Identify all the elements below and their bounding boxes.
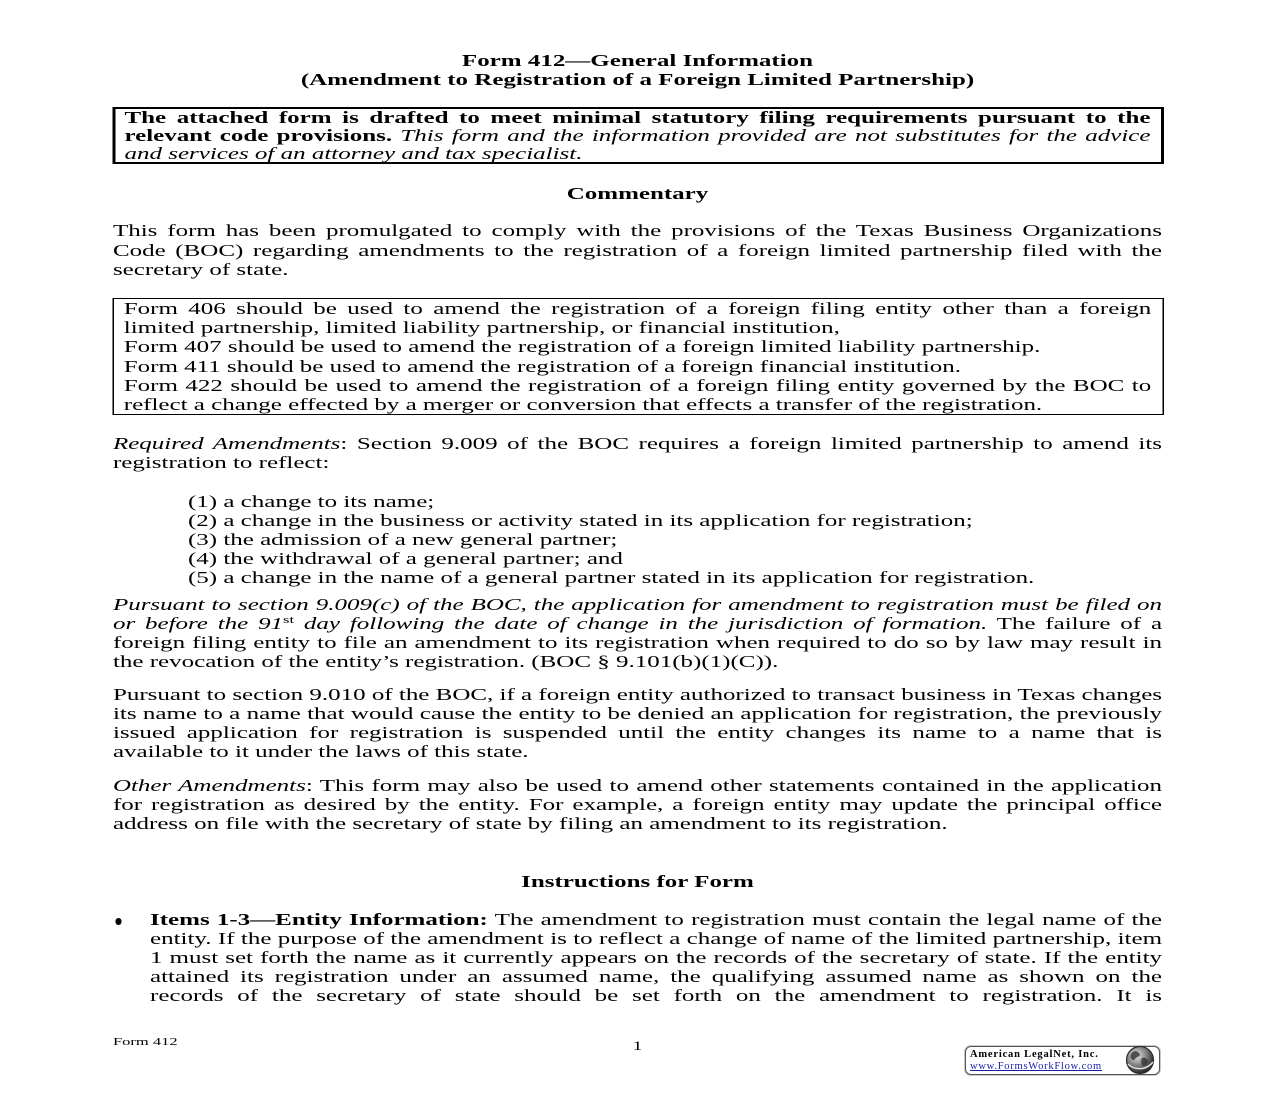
list-item: (4) the withdrawal of a general partner; and <box>187 549 623 569</box>
related-form-407: Form 407 should be used to amend the registration of a foreign limited liability partnership. <box>123 337 1041 357</box>
deadline-italic-after: day following the date of change in the jurisdiction of formation. <box>303 613 988 633</box>
bullet-icon <box>115 918 121 925</box>
other-amendments-label: Other Amendments <box>112 775 306 795</box>
instruction-item-entity-information <box>150 910 1162 1006</box>
commentary-intro: This form has been promulgated to comply with the provisions of the Texas Business Organizations Code (BOC) regarding amendments to the registration of a foreign limited partnership filed with the secretary of state. <box>112 221 1163 279</box>
american-legalnet-logo <box>965 1046 1160 1075</box>
required-amendments-label: Required Amendments <box>112 433 341 453</box>
required-amendments-paragraph <box>113 434 1162 472</box>
globe-icon <box>1124 1044 1156 1076</box>
list-item: (5) a change in the name of a general partner stated in its application for registration. <box>187 568 1035 588</box>
deadline-text: The failure of a foreign filing entity to file an amendment to its registration when required to do so by law may result in the revocation of the entity’s registration. (BOC § 9.101(b)(1)(C)). <box>112 613 1163 672</box>
instructions-heading: Instructions for Form <box>521 871 754 891</box>
disclaimer-box <box>112 107 1164 164</box>
footer-form-name: Form 412 <box>112 1036 178 1048</box>
commentary-heading: Commentary <box>566 183 709 203</box>
form-title-block <box>113 51 1162 89</box>
name-change-paragraph: Pursuant to section 9.010 of the BOC, if a foreign entity authorized to transact business in Texas changes its name to a name that would cause the entity to be denied an application for registration, the previously issued application for registration is suspended until the entity changes its name to a name that is available to it under the laws of this state. <box>112 684 1163 762</box>
logo-company-name: American LegalNet, Inc. <box>970 1049 1099 1060</box>
list-item: (3) the admission of a new general partner; <box>187 529 618 549</box>
form-subtitle: (Amendment to Registration of a Foreign Limited Partnership) <box>300 69 975 89</box>
required-amendments-text: : Section 9.009 of the BOC requires a foreign limited partnership to amend its registration to reflect: <box>112 433 1163 472</box>
related-form-406: Form 406 should be used to amend the registration of a foreign filing entity other than a foreign limited partnership, limited liability partnership, or financial institution, <box>123 299 1152 338</box>
instruction-item-label: Items 1-3—Entity Information: <box>150 909 488 929</box>
disclaimer-bold-text: The attached form is drafted to meet minimal statutory filing requirements pursuant to the relevant code provisions. <box>124 108 1151 145</box>
list-item: (1) a change to its name; <box>187 491 435 511</box>
logo-website-link[interactable]: www.FormsWorkFlow.com <box>970 1061 1102 1072</box>
other-amendments-paragraph <box>113 776 1162 834</box>
ordinal-superscript: st <box>283 613 295 626</box>
instruction-item-text: The amendment to registration must contain the legal name of the entity. If the purpose of the amendment is to reflect a change of name of the limited partnership, item 1 must set forth the name as it currently appears on the records of the secretary of state. If the entity attained its registration under an assumed name, the qualifying assumed name as shown on the records of the secretary of state should be set forth on the amendment to registration. It is <box>150 909 1163 1006</box>
related-form-411: Form 411 should be used to amend the registration of a foreign financial institution. <box>123 356 962 376</box>
related-form-422: Form 422 should be used to amend the registration of a foreign filing entity governed by the BOC to reflect a change effected by a merger or conversion that effects a transfer of the registration. <box>123 375 1152 415</box>
other-amendments-text: : This form may also be used to amend other statements contained in the application for registration as desired by the entity. For example, a foreign entity may update the principal office address on file with the secretary of state by filing an amendment to its registration. <box>112 775 1163 833</box>
list-item: (2) a change in the business or activity stated in its application for registration; <box>187 510 973 530</box>
filing-deadline-paragraph <box>113 595 1162 672</box>
required-amendments-list <box>188 492 1162 588</box>
page-number: 1 <box>632 1038 643 1053</box>
related-forms-box <box>112 298 1164 415</box>
form-title: Form 412—General Information <box>461 50 814 70</box>
deadline-italic-before: Pursuant to section 9.009(c) of the BOC, the application for amendment to registration must be filed on or before the 91 <box>112 594 1163 633</box>
disclaimer-italic-text: This form and the information provided are not substitutes for the advice and services of an attorney and tax specialist. <box>124 125 1151 163</box>
